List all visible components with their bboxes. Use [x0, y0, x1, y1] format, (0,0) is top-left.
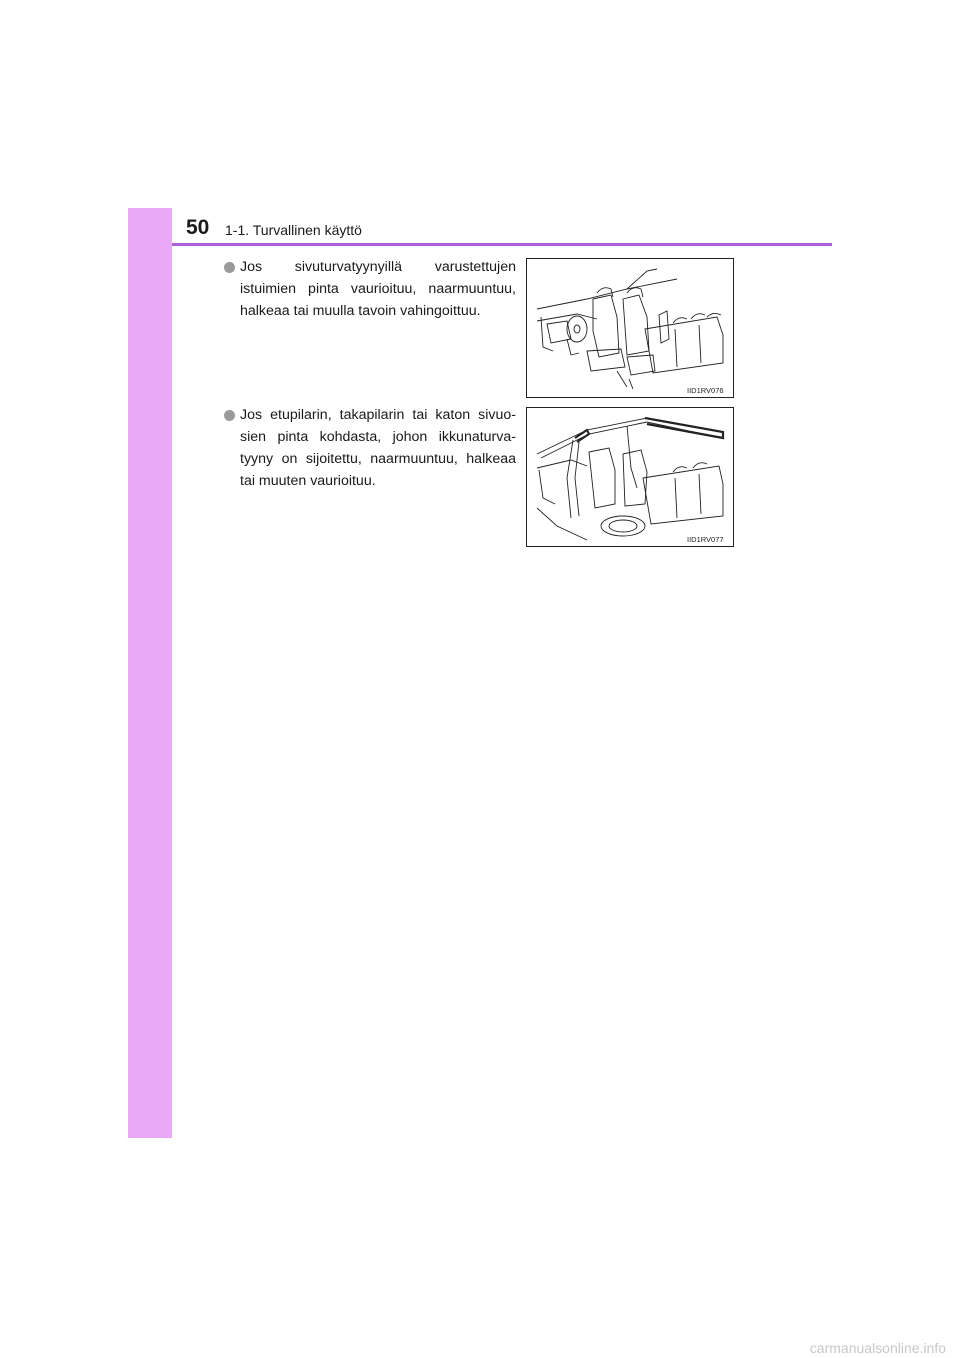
bullet-text-line: halkeaa tai muulla tavoin vahingoittuu. [240, 303, 481, 319]
figure-code: IID1RV076 [687, 386, 724, 395]
seats-illustration [527, 259, 733, 397]
pillars-illustration [527, 408, 733, 546]
bullet-item-pillar-surface [224, 404, 516, 492]
chapter-side-tab [128, 208, 172, 1138]
figure-curtain-airbag-pillars [526, 407, 734, 547]
footer-watermark: carmanualsonline.info [809, 1340, 946, 1356]
bullet-dot-icon [224, 410, 235, 421]
bullet-text-line: istuimien pinta vaurioituu, naarmuuntuu, [240, 281, 516, 297]
figure-side-airbag-seats [526, 258, 734, 398]
bullet-text-line: tyyny on sijoitettu, naarmuuntuu, halkeaa [240, 451, 516, 467]
bullet-text-line: Jos etupilarin, takapilarin tai katon sivuo- [240, 407, 516, 423]
bullet-dot-icon [224, 262, 235, 273]
bullet-text-line: tai muuten vaurioituu. [240, 473, 376, 489]
figure-code: IID1RV077 [687, 535, 724, 544]
bullet-text-line: Jos sivuturvatyynyillä varustettujen [240, 259, 516, 275]
bullet-text-line: sien pinta kohdasta, johon ikkunaturva- [240, 429, 516, 445]
page-number: 50 [186, 216, 210, 239]
section-title: 1-1. Turvallinen käyttö [225, 222, 362, 238]
header-divider [172, 243, 832, 246]
bullet-item-seat-surface [224, 256, 516, 322]
